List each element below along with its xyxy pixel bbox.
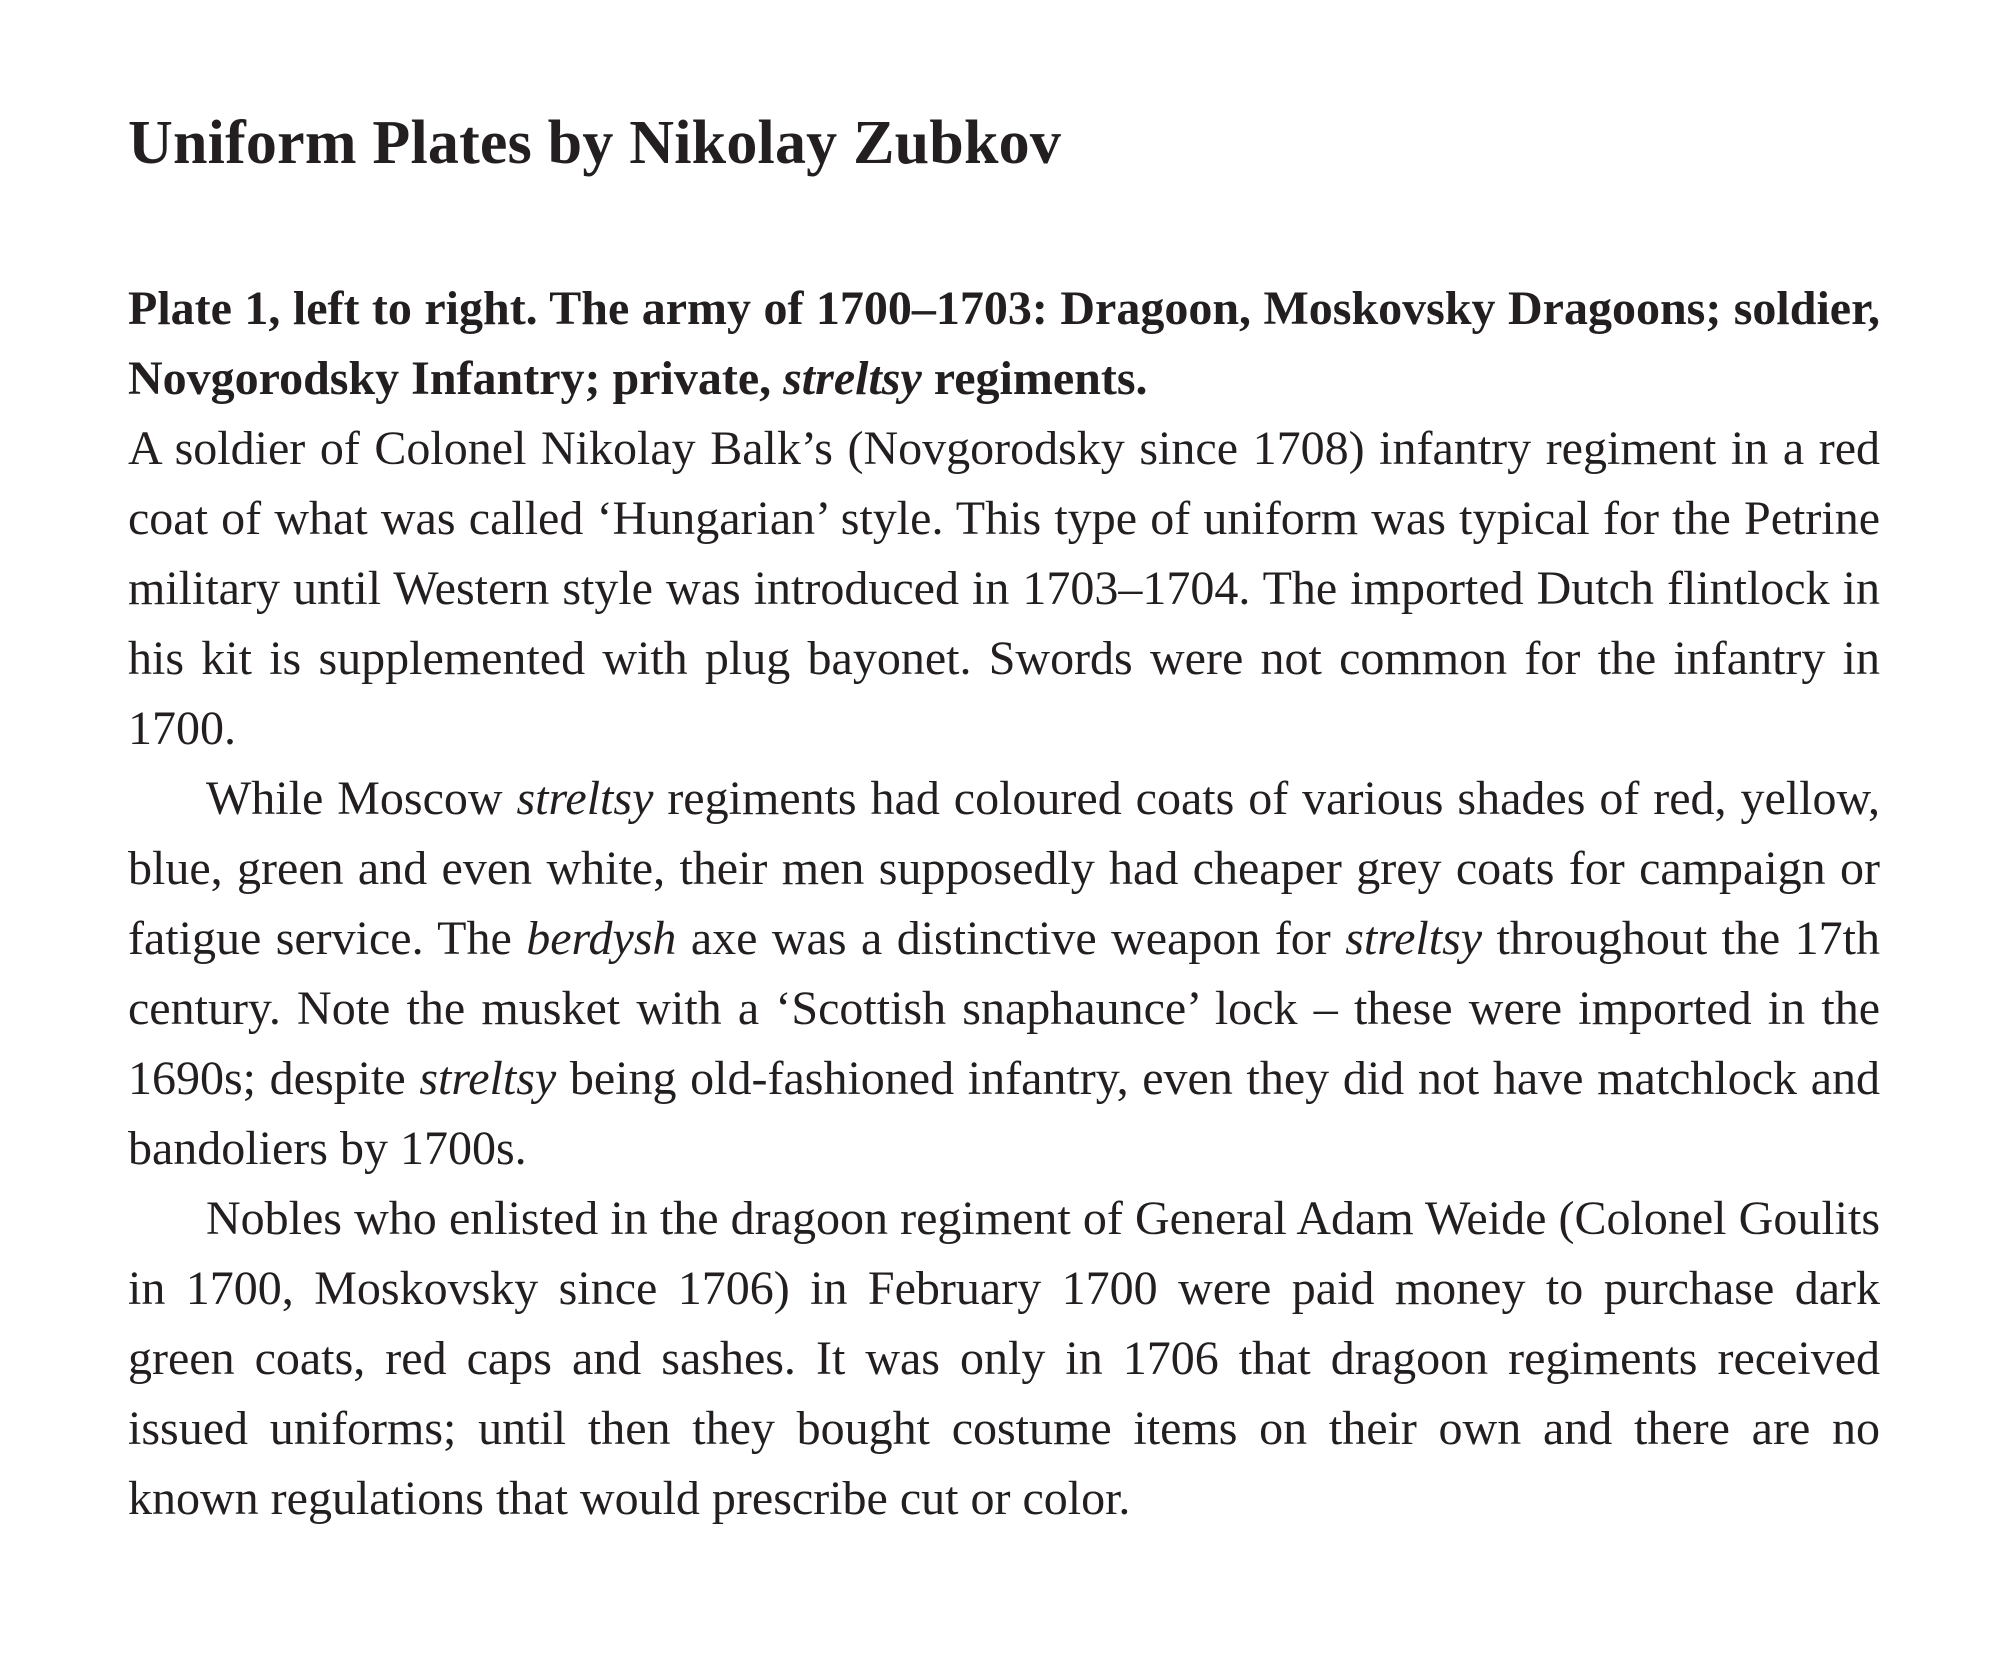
italic-term: streltsy <box>419 1052 557 1105</box>
article <box>128 104 1880 1534</box>
italic-term: streltsy <box>516 772 654 825</box>
caption-text-end: regiments. <box>921 352 1148 405</box>
paragraph-2-text: While Moscow <box>206 772 517 825</box>
page-title: Uniform Plates by Nikolay Zubkov <box>128 109 1062 177</box>
caption-italic-term: streltsy <box>783 352 922 405</box>
plate-caption <box>128 274 1880 414</box>
italic-term: streltsy <box>1345 912 1483 965</box>
paragraph-3: Nobles who enlisted in the dragoon regiment of General Adam Weide (Colonel Goulits in 1700, Moskovsky since 1706) in February 1700 were paid money to purchase dark green coats, red caps and sashes. It was only in 1706 that dragoon regiments received issued uniforms; until then they bought costume items on their own and there are no known regulations that would prescribe cut or color. <box>128 1192 1880 1525</box>
paragraph-2-text: regiments had coloured coats of various shades of red, yellow, blue, green and even white, their men supposedly had cheaper grey coats for campaign or fatigue service. The <box>128 772 1880 965</box>
paragraph-2-text: throughout the 17th century. Note the musket with a ‘Scottish snaphaunce’ lock – these were imported in the 1690s; despite <box>128 912 1880 1105</box>
paragraph-2-text: axe was a distinctive weapon for <box>676 912 1346 965</box>
italic-term: berdysh <box>526 912 677 965</box>
caption-text: Plate 1, left to right. The army of 1700–1703: Dragoon, Moskovsky Dragoons; soldier, Novgorodsky Infantry; private, <box>128 282 1880 405</box>
paragraph-2-text: being old-fashioned infantry, even they did not have matchlock and bandoliers by 1700s. <box>128 1052 1880 1175</box>
paragraph-2 <box>128 764 1880 1184</box>
paragraph-1: A soldier of Colonel Nikolay Balk’s (Novgorodsky since 1708) infantry regiment in a red coat of what was called ‘Hungarian’ style. This type of uniform was typical for the Petrine military until Western style was introduced in 1703–1704. The imported Dutch flintlock in his kit is supplemented with plug bayonet. Swords were not common for the infantry in 1700. <box>128 422 1880 755</box>
